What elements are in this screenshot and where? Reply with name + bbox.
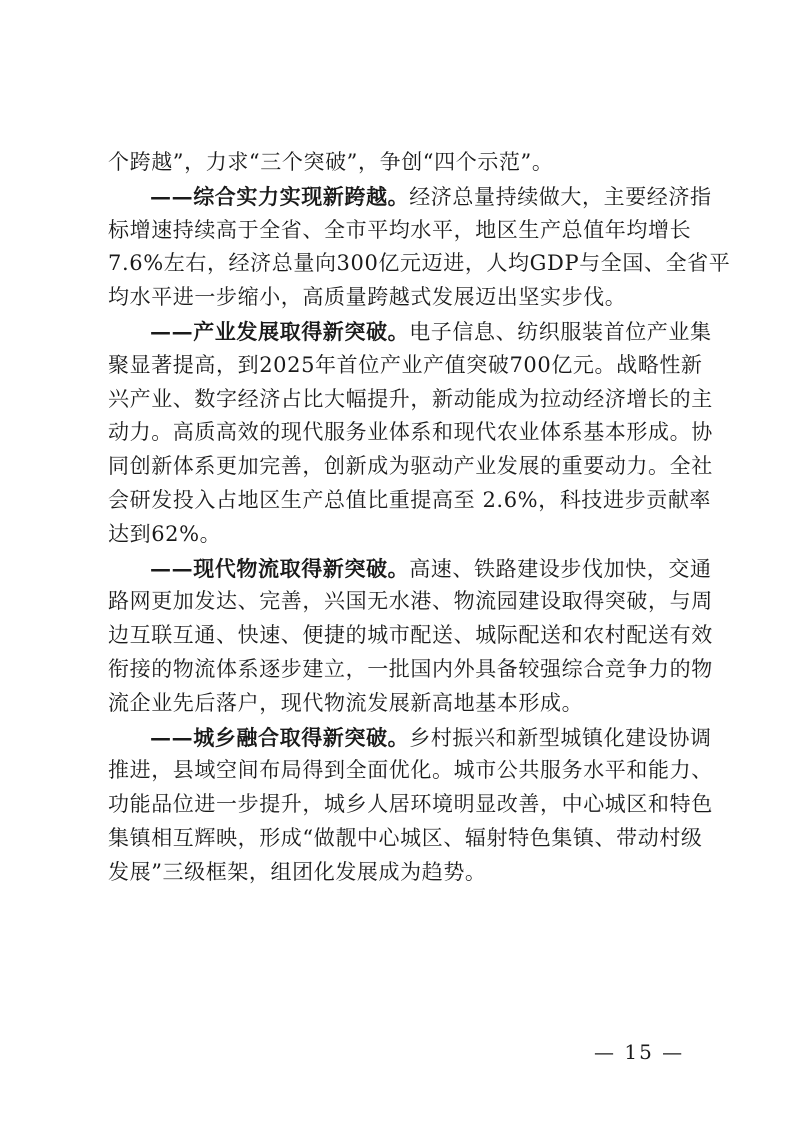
paragraph-line: 均水平进一步缩小，高质量跨越式发展迈出坚实步伐。: [108, 285, 627, 310]
section-heading: ——城乡融合取得新突破。: [150, 724, 410, 750]
paragraph-first-line: [108, 552, 712, 586]
page-number: — 15 —: [594, 1040, 685, 1064]
paragraph-line: 会研发投入占地区生产总值比重提高至 2.6%，科技进步贡献率: [108, 487, 712, 512]
body-text: [108, 146, 731, 890]
paragraph-line: 功能品位进一步提升，城乡人居环境明显改善，中心城区和特色: [108, 792, 713, 817]
paragraph-text: 高速、铁路建设步伐加快，交通: [409, 556, 712, 581]
paragraph-line: 个跨越”，力求“三个突破”，争创“四个示范”。: [108, 150, 554, 174]
paragraph-first-line: [108, 315, 712, 349]
paragraph-line: 聚显著提高，到2025年首位产业产值突破700亿元。战略性新: [108, 352, 703, 377]
section-comprehensive-strength: [108, 180, 731, 315]
paragraph-line: 兴产业、数字经济占比大幅提升，新动能成为拉动经济增长的主: [108, 386, 713, 411]
paragraph-line: 边互联互通、快速、便捷的城市配送、城际配送和农村配送有效: [108, 623, 713, 648]
section-modern-logistics: [108, 552, 713, 721]
section-heading: ——产业发展取得新突破。: [150, 318, 410, 344]
paragraph-line: 衔接的物流体系逐步建立，一批国内外具备较强综合竞争力的物: [108, 656, 713, 681]
section-heading: ——综合实力实现新跨越。: [150, 183, 410, 209]
paragraph-text: 电子信息、纺织服装首位产业集: [409, 319, 712, 344]
paragraph-first-line: [108, 180, 712, 214]
paragraph-line: 路网更加发达、完善，兴国无水港、物流园建设取得突破，与周: [108, 589, 713, 614]
paragraph-line: 集镇相互辉映，形成“做靓中心城区、辐射特色集镇、带动村级: [108, 825, 703, 850]
paragraph-line: 7.6%左右，经济总量向300亿元迈进，人均GDP与全国、全省平: [108, 251, 731, 276]
section-urban-rural-integration: [108, 721, 713, 890]
paragraph-text: 乡村振兴和新型城镇化建设协调: [409, 725, 712, 750]
section-industry-development: [108, 315, 713, 552]
paragraph-first-line: [108, 721, 712, 755]
paragraph-line: 标增速持续高于全省、全市平均水平，地区生产总值年均增长: [108, 217, 692, 242]
paragraph-line: 流企业先后落户，现代物流发展新高地基本形成。: [108, 690, 584, 715]
paragraph-line: 发展”三级框架，组团化发展成为趋势。: [108, 859, 487, 884]
section-heading: ——现代物流取得新突破。: [150, 555, 410, 581]
paragraph-line: 推进，县域空间布局得到全面优化。城市公共服务水平和能力、: [108, 758, 713, 783]
paragraph-text: 经济总量持续做大，主要经济指: [409, 184, 712, 209]
paragraph-line: 达到62%。: [108, 521, 222, 546]
paragraph-line: 动力。高质高效的现代服务业体系和现代农业体系基本形成。协: [108, 420, 713, 445]
paragraph-line: 同创新体系更加完善，创新成为驱动产业发展的重要动力。全社: [108, 454, 713, 479]
